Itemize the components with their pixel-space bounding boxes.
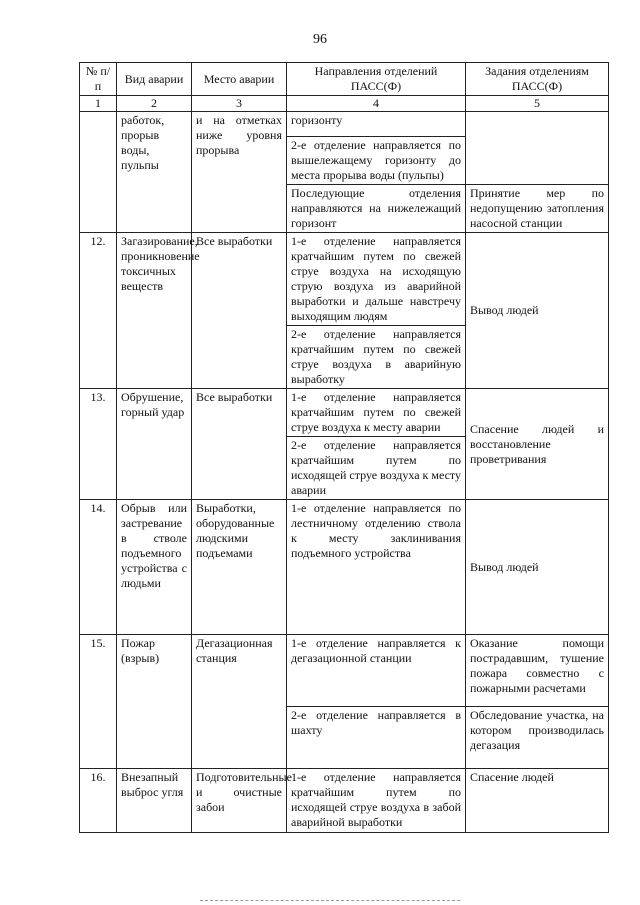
table-row-11-cont (80, 112, 609, 137)
direction-text: 1-е отделение направляется к дегазационной станции (287, 635, 466, 707)
header-directions: Направления отделений ПАСС(Ф) (287, 63, 466, 96)
header-type: Вид аварии (117, 63, 192, 96)
direction-text: 2-е отделение направляется в шахту (287, 707, 466, 769)
direction-text: 1-е отделение направляется кратчайшим путем по свежей струе воздуха к месту аварии (287, 389, 466, 437)
accident-place: Выработки, оборудованные людскими подъемами (192, 500, 287, 635)
col-index-3: 3 (192, 96, 287, 112)
page-number: 96 (313, 32, 327, 47)
header-num: № п/п (80, 63, 117, 96)
table-row-16 (80, 769, 609, 833)
direction-text: 2-е отделение направляется кратчайшим путем по исходящей струе воздуха к месту аварии (287, 437, 466, 500)
task-text: Вывод людей (466, 500, 609, 635)
task-text: Спасение людей (466, 769, 609, 833)
direction-text: горизонту (287, 112, 466, 137)
col-index-1: 1 (80, 96, 117, 112)
direction-text: Последующие отделения направляются на нижележащий горизонт (287, 185, 466, 233)
direction-text: 2-е отделение направляется по вышележащему горизонту до места прорыва воды (пульпы) (287, 137, 466, 185)
direction-text: 2-е отделение направляется кратчайшим путем по свежей струе воздуха в аварийную выработку (287, 326, 466, 389)
row-number: 12. (80, 233, 117, 389)
direction-text: 1-е отделение направляется по лестничному отделению ствола к месту заклинивания подъемного устройства (287, 500, 466, 635)
accident-place: Подготовительные и очистные забои (192, 769, 287, 833)
row-number (80, 112, 117, 233)
row-number: 15. (80, 635, 117, 769)
accident-type: Пожар (взрыв) (117, 635, 192, 769)
accident-place: и на отметках ниже уровня прорыва (192, 112, 287, 233)
accident-place: Дегазационная станция (192, 635, 287, 769)
table-row-14 (80, 500, 609, 635)
direction-text: 1-е отделение направляется кратчайшим путем по исходящей струе воздуха в забой аварийной выработки (287, 769, 466, 833)
table-row-15 (80, 635, 609, 707)
row-number: 13. (80, 389, 117, 500)
header-place: Место аварии (192, 63, 287, 96)
row-number: 16. (80, 769, 117, 833)
accident-type: Внезапный выброс угля (117, 769, 192, 833)
table-row-12 (80, 233, 609, 326)
direction-text: 1-е отделение направляется кратчайшим путем по свежей струе воздуха на исходящую струю воздуха из аварийной выработки и дальше навстречу выходящим людям (287, 233, 466, 326)
scan-edge-line (200, 900, 460, 902)
accident-place: Все выработки (192, 233, 287, 389)
task-text-empty (466, 112, 609, 185)
col-index-2: 2 (117, 96, 192, 112)
header-tasks: Задания отделениям ПАСС(Ф) (466, 63, 609, 96)
task-text: Оказание помощи пострадавшим, тушение пожара совместно с пожарными расчетами (466, 635, 609, 707)
accident-type: Обрушение, горный удар (117, 389, 192, 500)
task-text: Спасение людей и восстановление проветривания (466, 389, 609, 500)
accident-type: Загазирование, проникновение токсичных веществ (117, 233, 192, 389)
row-number: 14. (80, 500, 117, 635)
column-index-row (80, 96, 609, 112)
task-text: Вывод людей (466, 233, 609, 389)
task-text: Обследование участка, на котором производилась дегазация (466, 707, 609, 769)
accident-place: Все выработки (192, 389, 287, 500)
col-index-5: 5 (466, 96, 609, 112)
accident-table (79, 62, 609, 833)
accident-type: работок, прорыв воды, пульпы (117, 112, 192, 233)
task-text: Принятие мер по недопущению затопления насосной станции (466, 185, 609, 233)
table-row-13 (80, 389, 609, 437)
col-index-4: 4 (287, 96, 466, 112)
accident-type: Обрыв или застревание в стволе подъемного устройства с людьми (117, 500, 192, 635)
header-row (80, 63, 609, 96)
